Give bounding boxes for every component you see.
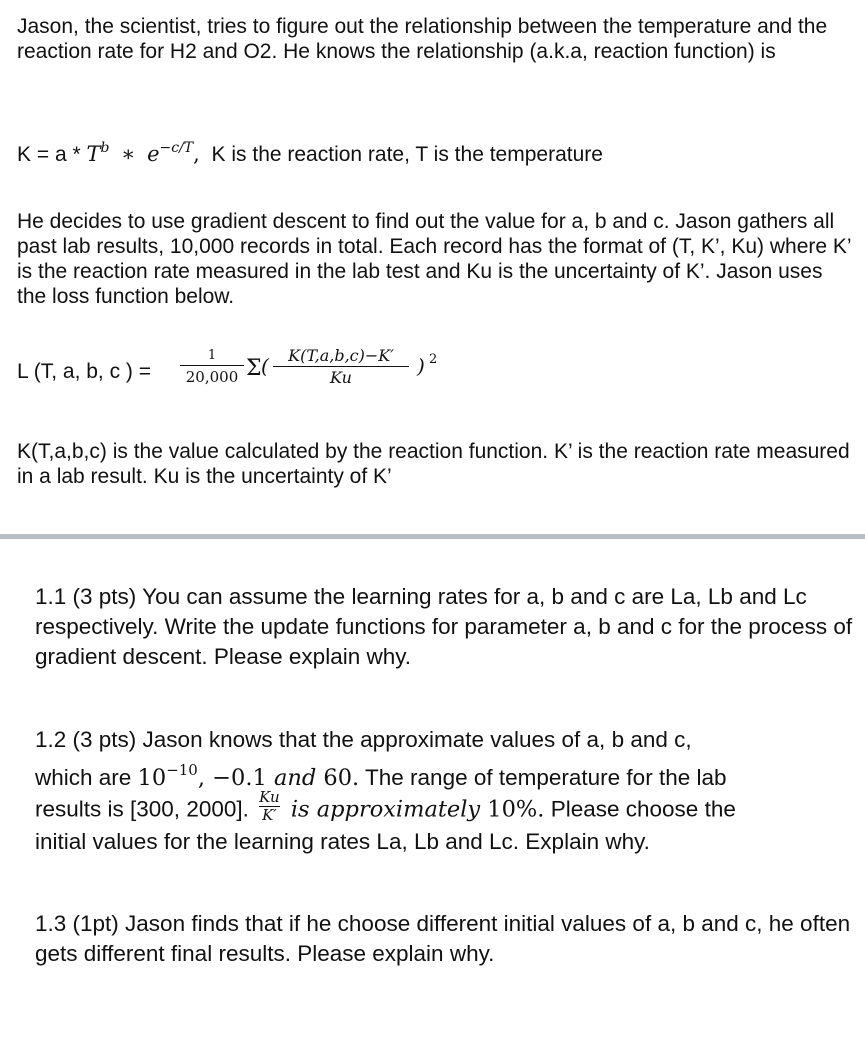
q12-choose-text: Please choose the xyxy=(544,796,736,822)
reaction-b-exponent: b xyxy=(100,140,110,156)
loss-lhs: L (T, a, b, c ) = xyxy=(17,360,152,383)
k-prime-denominator: K′ xyxy=(262,806,277,824)
section-divider xyxy=(0,534,865,539)
reaction-function xyxy=(17,134,603,169)
loss-fraction-numerator: 1 xyxy=(207,348,217,363)
question-1-1-text: 1.1 (3 pts) You can assume the learning rates for a, b and c are La, Lb and Lc respectively. Write the update functions for parameter a, b and c for the process of gradient descent. Please explain why. xyxy=(35,584,853,669)
open-paren: ( xyxy=(261,354,269,378)
q12-is-approximately: is approximately xyxy=(283,796,488,823)
reaction-e-exponent: −c/T xyxy=(159,140,194,156)
ku-numerator: Ku xyxy=(259,788,280,806)
inner-fraction-numerator: K(T,a,b,c)−K′ xyxy=(288,346,394,365)
intro-text: Jason, the scientist, tries to figure out the relationship between the temperature and the reaction rate for H2 and O2. He knows the relationship (a.k.a, reaction function) is xyxy=(17,15,828,63)
inner-fraction xyxy=(273,347,409,388)
q12-ten-percent: 10%. xyxy=(487,796,545,823)
q12-sixty: 60. xyxy=(316,765,360,791)
paragraph2-text: He decides to use gradient descent to find out the value for a, b and c. Jason gathers all past lab results, 10,000 records in total. Each record has the format of (T, K’, Ku) where K’ is the reaction rate measured in the lab test and Ku is the uncertainty of K’. Jason uses the loss function below. xyxy=(17,210,851,308)
question-1-2-line2 xyxy=(35,755,860,793)
loss-function xyxy=(17,340,517,410)
question-1-3-text: 1.3 (1pt) Jason finds that if he choose different initial values of a, b and c, he often gets different final results. Please explain why. xyxy=(35,911,851,966)
q12-ten: 10 xyxy=(137,765,167,791)
q12-results-range: results is [300, 2000]. xyxy=(35,796,256,822)
reaction-comma: , xyxy=(193,142,200,166)
loss-fraction-denominator: 20,000 xyxy=(185,368,239,386)
q12-ten-exponent: −10 xyxy=(166,761,198,779)
reaction-description: K is the reaction rate, T is the temperature xyxy=(211,143,603,166)
sigma-symbol: Σ xyxy=(246,356,262,381)
gradient-descent-paragraph xyxy=(17,209,857,309)
reaction-times: ∗ xyxy=(121,142,136,166)
loss-fraction-bar xyxy=(180,365,244,366)
square-exponent: 2 xyxy=(429,352,438,367)
loss-fraction xyxy=(180,348,244,387)
definitions-paragraph xyxy=(17,439,852,489)
question-1-2-line1: 1.2 (3 pts) Jason knows that the approximate values of a, b and c, xyxy=(35,727,692,752)
inner-fraction-denominator: Ku xyxy=(330,368,352,387)
question-1-1 xyxy=(35,582,860,672)
inner-fraction-bar xyxy=(273,366,409,367)
reaction-lhs: K = a * xyxy=(17,143,87,166)
q12-range-text: The range of temperature for the lab xyxy=(359,765,727,790)
paragraph3-text: K(T,a,b,c) is the value calculated by the reaction function. K’ is the reaction rate measured in a lab result. Ku is the uncertainty of K’ xyxy=(17,440,850,488)
ku-over-k-fraction xyxy=(259,789,280,824)
q12-and: and xyxy=(273,765,317,791)
question-1-2-line3 xyxy=(35,788,860,827)
question-1-3 xyxy=(35,909,860,969)
q12-neg-point-one: , −0.1 xyxy=(197,765,274,791)
q12-which-are: which are xyxy=(35,765,138,790)
question-1-2 xyxy=(35,725,860,857)
reaction-T: T xyxy=(86,142,101,166)
intro-paragraph xyxy=(17,14,852,64)
question-1-2-line4: initial values for the learning rates La, Lb and Lc. Explain why. xyxy=(35,829,650,854)
close-paren: ) xyxy=(417,354,425,378)
reaction-e: e xyxy=(147,142,160,166)
